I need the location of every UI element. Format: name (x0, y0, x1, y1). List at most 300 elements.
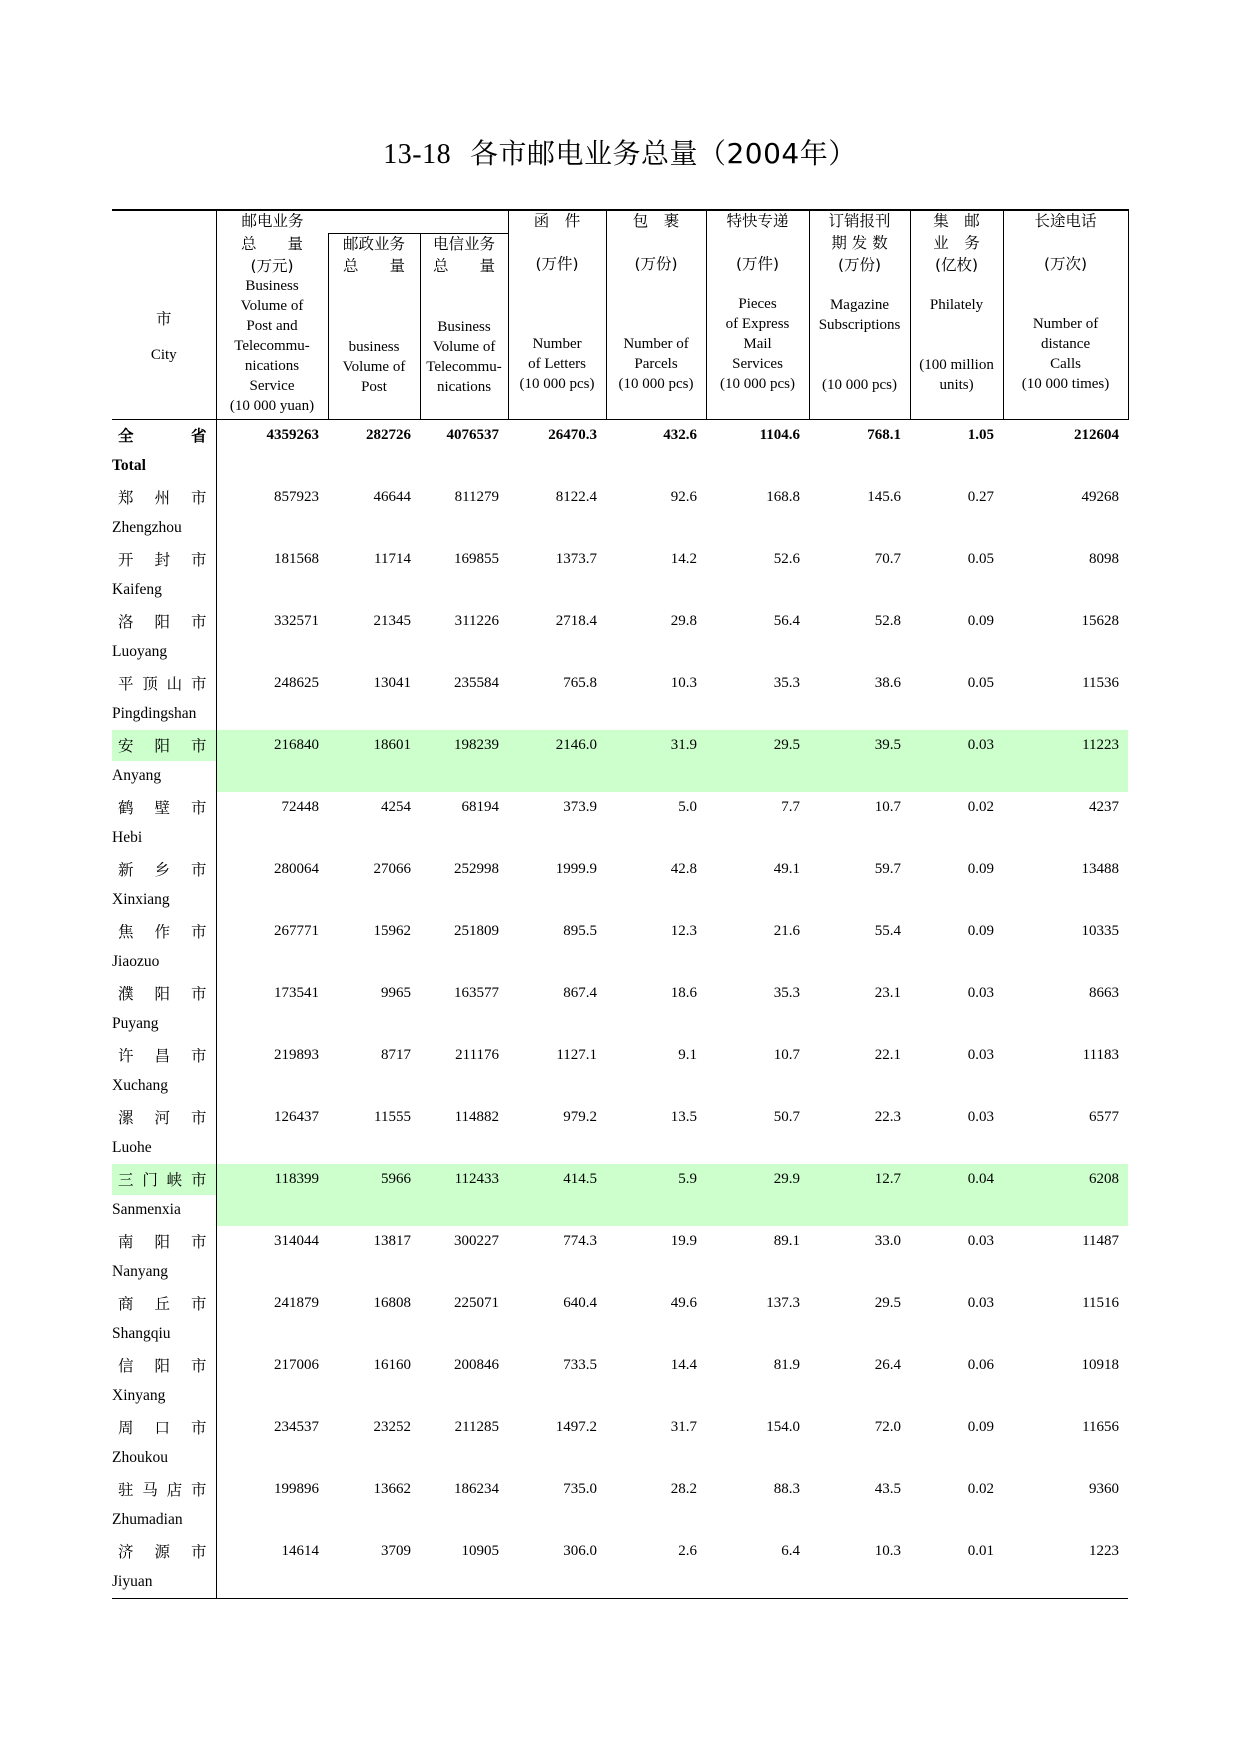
city-cn-char: 平 (118, 675, 134, 693)
table-cell: 70.7 (874, 550, 902, 567)
table-cell: 52.6 (773, 550, 801, 567)
city-cn-char: 丘 (154, 1295, 170, 1313)
table-row (112, 854, 1128, 885)
table-cell: 0.03 (967, 1108, 995, 1125)
city-name-en: Xuchang (112, 1077, 168, 1094)
header-tele-cn2: 总 量 (433, 257, 496, 275)
header-city-cn: 市 (155, 309, 172, 328)
table-row (112, 730, 1128, 761)
table-cell: 31.9 (606, 730, 706, 792)
table-cell: 200846 (454, 1356, 500, 1373)
table-cell: 1127.1 (556, 1046, 598, 1063)
table-cell: 28.2 (670, 1480, 698, 1497)
table-row (112, 792, 1128, 823)
header-express-unit: (万件) (735, 255, 780, 273)
table-cell: 46644 (373, 488, 411, 505)
city-cn-char: 山 (166, 675, 183, 693)
city-name-cn (112, 1102, 216, 1133)
city-cn-char: 市 (190, 1233, 207, 1251)
table-cell: 14614 (216, 1536, 328, 1599)
header-letters-en-line: Number (532, 336, 582, 352)
city-cn-char: 州 (154, 489, 170, 507)
table-cell: 92.6 (670, 488, 698, 505)
city-cn-char: 省 (190, 427, 207, 445)
city-name-en: Hebi (112, 829, 143, 846)
table-cell: 11487 (1082, 1232, 1120, 1249)
city-cn-char: 市 (190, 1419, 207, 1437)
header-letters (508, 210, 606, 419)
city-name-cn (112, 1288, 216, 1319)
header-tele-en-line: nications (436, 379, 492, 395)
city-cn-char: 三 (118, 1171, 134, 1189)
table-cell: 35.3 (773, 674, 801, 691)
header-letters-en-line: of Letters (528, 356, 586, 372)
header-biz-en (217, 276, 328, 416)
header-letters-cn: 函 件 (533, 212, 581, 230)
table-cell: 13817 (373, 1232, 411, 1249)
table-cell: 241879 (216, 1288, 328, 1350)
header-tele-en-line: Telecommu- (426, 359, 502, 375)
table-cell: 26.4 (874, 1356, 902, 1373)
table-cell: 29.5 (874, 1294, 902, 1311)
header-express-cn: 特快专递 (726, 212, 789, 230)
table-cell: 733.5 (563, 1356, 598, 1373)
city-name-cn (112, 668, 216, 699)
city-name-cn (112, 606, 216, 637)
header-post-cn1: 邮政业务 (342, 235, 405, 253)
city-cn-char: 濮 (118, 985, 134, 1003)
city-cn-char: 市 (190, 1543, 207, 1561)
table-row (112, 668, 1128, 699)
city-name-en: Luoyang (112, 643, 168, 660)
header-post (328, 234, 420, 420)
header-calls-en (1004, 314, 1128, 394)
city-cn-char: 阳 (154, 985, 170, 1003)
table-cell: 2718.4 (555, 612, 598, 629)
table-cell: 13662 (373, 1480, 411, 1497)
table-cell: 52.8 (874, 612, 902, 629)
table-cell: 311226 (454, 612, 500, 629)
city-name-en: Xinxiang (112, 891, 170, 908)
table-cell: 154.0 (766, 1418, 801, 1435)
table-cell: 234537 (216, 1412, 328, 1474)
header-express-en-line: Services (732, 356, 783, 372)
table-cell: 0.27 (967, 488, 995, 505)
table-cell: 13.5 (670, 1108, 698, 1125)
header-letters-unit: (万件) (535, 255, 579, 273)
city-name-cn (112, 1474, 216, 1505)
table-cell: 0.02 (967, 1480, 995, 1497)
table-cell: 81.9 (773, 1356, 801, 1373)
table-cell: 857923 (216, 482, 328, 544)
table-cell: 300227 (454, 1232, 500, 1249)
city-cn-char: 市 (190, 1047, 207, 1065)
table-cell: 114882 (454, 1108, 500, 1125)
table-row (112, 606, 1128, 637)
table-cell: 306.0 (508, 1536, 606, 1599)
header-biz-en-line: Service (249, 377, 295, 394)
city-cn-char: 源 (154, 1543, 170, 1561)
table-cell: 89.1 (773, 1232, 801, 1249)
table-cell: 33.0 (874, 1232, 902, 1249)
header-express-en-line: (10 000 pcs) (720, 376, 796, 392)
header-calls-en-line: Number of (1032, 316, 1099, 332)
table-cell: 15962 (373, 922, 411, 939)
city-cn-char: 阳 (154, 737, 170, 755)
city-cn-char: 郑 (118, 489, 134, 507)
table-cell: 199896 (216, 1474, 328, 1536)
header-express-en (707, 294, 809, 394)
city-cn-char: 峡 (166, 1171, 183, 1189)
table-cell: 0.09 (967, 612, 995, 629)
city-cn-char: 许 (118, 1047, 134, 1065)
city-cn-char: 漯 (118, 1109, 134, 1127)
table-cell: 1.05 (967, 426, 995, 443)
city-name-en: Pingdingshan (112, 705, 197, 722)
table-cell: 332571 (216, 606, 328, 668)
table-row (112, 1164, 1128, 1195)
table-cell: 22.3 (874, 1108, 902, 1125)
table-row (112, 482, 1128, 513)
table-cell: 10335 (1081, 922, 1120, 939)
city-cn-char: 河 (154, 1109, 170, 1127)
stats-table (112, 209, 1129, 1599)
table-cell: 8122.4 (555, 488, 598, 505)
city-name-cn (112, 1164, 216, 1195)
header-city (112, 210, 216, 419)
table-cell: 29.5 (706, 730, 809, 792)
table-cell: 248625 (216, 668, 328, 730)
header-post-en-line: Post (361, 379, 387, 395)
table-cell: 217006 (216, 1350, 328, 1412)
table-cell: 8098 (1089, 550, 1120, 567)
table-cell: 640.4 (563, 1294, 598, 1311)
city-cn-char: 店 (166, 1481, 183, 1499)
table-row (112, 1040, 1128, 1071)
city-cn-char: 济 (118, 1543, 134, 1561)
header-tele-en (421, 317, 508, 397)
table-cell: 42.8 (670, 860, 698, 877)
table-cell: 21345 (373, 612, 411, 629)
header-biz-en-line: Volume of (240, 297, 304, 314)
table-cell: 0.05 (967, 674, 995, 691)
table-cell: 29.8 (670, 612, 698, 629)
table-cell: 235584 (454, 674, 500, 691)
city-cn-char: 新 (118, 861, 134, 879)
table-cell: 811279 (454, 488, 500, 505)
table-cell: 118399 (216, 1164, 328, 1226)
header-mag-en-1: Magazine (829, 297, 890, 313)
table-row (112, 1226, 1128, 1257)
table-cell: 55.4 (874, 922, 902, 939)
city-cn-char: 市 (190, 1357, 207, 1375)
city-cn-char: 顶 (142, 675, 158, 693)
header-phil-unit: (亿枚) (934, 256, 979, 274)
city-name-en: Kaifeng (112, 581, 162, 598)
city-cn-char: 阳 (154, 1233, 170, 1251)
table-cell: 0.09 (967, 1418, 995, 1435)
city-cn-char: 市 (190, 923, 207, 941)
table-row (112, 1412, 1128, 1443)
header-calls-en-line: Calls (1050, 356, 1081, 372)
table-cell: 867.4 (563, 984, 598, 1001)
city-cn-char: 市 (190, 985, 207, 1003)
table-cell: 11183 (1082, 1046, 1120, 1063)
table-cell: 1999.9 (555, 860, 598, 877)
table-cell: 9.1 (678, 1046, 698, 1063)
table-cell: 282726 (366, 426, 411, 443)
table-cell: 163577 (454, 984, 500, 1001)
table-cell: 5966 (328, 1164, 420, 1226)
header-biz-unit: (万元) (250, 256, 294, 275)
city-name-cn (112, 1040, 216, 1071)
city-name-cn (112, 544, 216, 575)
table-cell: 13041 (373, 674, 411, 691)
city-cn-char: 驻 (118, 1481, 134, 1499)
table-cell: 49.1 (773, 860, 801, 877)
table-cell: 2146.0 (508, 730, 606, 792)
header-parcels (606, 210, 706, 419)
table-cell: 18601 (328, 730, 420, 792)
table-cell: 4359263 (216, 419, 328, 482)
header-calls (1003, 210, 1128, 419)
header-parcels-en-line: (10 000 pcs) (618, 376, 694, 392)
header-biz-en-line: nications (244, 357, 300, 374)
city-name-en: Puyang (112, 1015, 159, 1032)
table-cell: 1223 (1003, 1536, 1128, 1599)
city-cn-char: 安 (118, 737, 134, 755)
header-parcels-en (607, 334, 706, 394)
table-cell: 225071 (454, 1294, 500, 1311)
table-cell: 181568 (216, 544, 328, 606)
table-row (112, 1350, 1128, 1381)
table-cell: 50.7 (773, 1108, 801, 1125)
table-cell: 0.09 (967, 860, 995, 877)
header-post-cn2: 总 量 (342, 257, 405, 275)
header-mag-en-3: (10 000 pcs) (822, 377, 898, 393)
header-phil-cn1: 集 邮 (933, 212, 980, 230)
table-cell: 29.9 (706, 1164, 809, 1226)
header-biz-en-line: Post and (246, 317, 298, 334)
table-cell: 0.03 (967, 1294, 995, 1311)
table-cell: 432.6 (663, 426, 698, 443)
table-cell: 21.6 (773, 922, 801, 939)
title-text: 各市邮电业务总量（2004年） (469, 137, 857, 170)
city-name-en: Luohe (112, 1139, 152, 1156)
table-cell: 43.5 (874, 1480, 902, 1497)
table-cell: 12.7 (809, 1164, 910, 1226)
table-cell: 9360 (1089, 1480, 1120, 1497)
header-tele (420, 234, 508, 420)
table-cell: 251809 (454, 922, 500, 939)
city-cn-char: 市 (190, 1295, 207, 1313)
table-cell: 16808 (373, 1294, 411, 1311)
table-cell: 11536 (1082, 674, 1120, 691)
table-cell: 23.1 (874, 984, 902, 1001)
header-biz-en-line: Telecommu- (234, 337, 310, 354)
table-cell: 0.01 (910, 1536, 1003, 1599)
header-calls-unit: (万次) (1043, 255, 1088, 273)
city-cn-char: 昌 (154, 1047, 170, 1065)
city-name-en: Xinyang (112, 1387, 166, 1404)
city-cn-char: 乡 (154, 861, 170, 879)
table-cell: 4076537 (446, 426, 500, 443)
table-cell: 6208 (1003, 1164, 1128, 1226)
table-body (112, 419, 1128, 1598)
table-cell: 0.09 (967, 922, 995, 939)
table-row (112, 419, 1128, 451)
table-cell: 2.6 (606, 1536, 706, 1599)
table-cell: 0.03 (967, 984, 995, 1001)
header-mag (809, 210, 910, 419)
table-cell: 72.0 (874, 1418, 902, 1435)
table-cell: 774.3 (563, 1232, 598, 1249)
city-name-cn (112, 1350, 216, 1381)
table-cell: 12.3 (670, 922, 698, 939)
table-cell: 252998 (454, 860, 500, 877)
city-name-en: Jiyuan (112, 1567, 216, 1599)
city-name-cn (112, 1536, 216, 1567)
table-cell: 173541 (216, 978, 328, 1040)
table-cell: 8717 (381, 1046, 411, 1063)
table-row (112, 1102, 1128, 1133)
table-cell: 145.6 (867, 488, 902, 505)
table-cell: 59.7 (874, 860, 902, 877)
table-cell: 895.5 (563, 922, 598, 939)
table-cell: 126437 (216, 1102, 328, 1164)
city-cn-char: 门 (142, 1171, 158, 1189)
table-cell: 10.7 (874, 798, 902, 815)
city-cn-char: 阳 (154, 1357, 170, 1375)
city-cn-char: 信 (118, 1357, 134, 1375)
table-cell: 10.3 (670, 674, 698, 691)
table-cell: 137.3 (766, 1294, 801, 1311)
header-calls-en-line: distance (1040, 336, 1091, 352)
table-cell: 112433 (420, 1164, 508, 1226)
city-cn-char: 市 (190, 551, 207, 569)
title-number: 13-18 (383, 139, 452, 170)
table-cell: 1104.6 (759, 426, 801, 443)
city-cn-char: 市 (190, 613, 207, 631)
city-name-cn (112, 730, 216, 761)
header-mag-cn1: 订销报刊 (828, 212, 891, 230)
table-cell: 0.05 (967, 550, 995, 567)
city-cn-char: 商 (118, 1295, 134, 1313)
table-cell: 72448 (216, 792, 328, 854)
city-cn-char: 市 (190, 1171, 207, 1189)
city-name-en: Zhoukou (112, 1449, 168, 1466)
city-cn-char: 周 (118, 1419, 134, 1437)
table-cell: 22.1 (874, 1046, 902, 1063)
city-cn-char: 市 (190, 489, 207, 507)
city-cn-char: 南 (118, 1233, 134, 1251)
header-express-en-line: of Express (725, 316, 790, 332)
city-cn-char: 全 (118, 427, 134, 445)
table-cell: 68194 (461, 798, 500, 815)
city-name-en: Anyang (112, 767, 162, 784)
table-cell: 9965 (381, 984, 411, 1001)
page-title (0, 132, 1240, 172)
city-name-en: Zhengzhou (112, 519, 182, 536)
table-cell: 10905 (420, 1536, 508, 1599)
table-cell: 0.04 (910, 1164, 1003, 1226)
header-calls-en-line: (10 000 times) (1021, 376, 1110, 392)
table-row (112, 916, 1128, 947)
header-parcels-en-line: Number of (623, 336, 689, 352)
header-mag-unit: (万份) (837, 256, 882, 274)
header-phil-en-2: (100 million (919, 357, 994, 373)
city-name-cn (112, 916, 216, 947)
table-cell: 4254 (381, 798, 411, 815)
table-cell: 11656 (1082, 1418, 1120, 1435)
city-cn-char: 市 (190, 861, 207, 879)
table-cell: 314044 (216, 1226, 328, 1288)
table-cell: 414.5 (508, 1164, 606, 1226)
table-cell: 5.0 (678, 798, 698, 815)
table-cell: 23252 (373, 1418, 411, 1435)
table-cell: 1497.2 (555, 1418, 598, 1435)
table-cell: 88.3 (773, 1480, 801, 1497)
header-parcels-en-line: Parcels (634, 356, 678, 372)
city-name-en: Shangqiu (112, 1325, 171, 1342)
city-cn-char: 壁 (154, 799, 170, 817)
table-cell: 219893 (216, 1040, 328, 1102)
table-cell: 186234 (454, 1480, 500, 1497)
city-name-cn (112, 854, 216, 885)
city-cn-char: 封 (154, 551, 170, 569)
table-cell: 0.03 (967, 1232, 995, 1249)
table-cell: 14.4 (670, 1356, 698, 1373)
table-cell: 169855 (454, 550, 500, 567)
city-name-en: Sanmenxia (112, 1201, 181, 1218)
city-cn-char: 市 (190, 1481, 207, 1499)
city-cn-char: 口 (154, 1419, 170, 1437)
table-cell: 10918 (1081, 1356, 1120, 1373)
table-cell: 735.0 (563, 1480, 598, 1497)
table-cell: 19.9 (670, 1232, 698, 1249)
table-cell: 6.4 (706, 1536, 809, 1599)
table-cell: 16160 (373, 1356, 411, 1373)
header-post-en (329, 337, 420, 397)
table-cell: 18.6 (670, 984, 698, 1001)
table-cell: 212604 (1074, 426, 1120, 443)
city-cn-char: 市 (190, 737, 207, 755)
table-row (112, 544, 1128, 575)
table-cell: 6577 (1089, 1108, 1120, 1125)
table-cell: 3709 (328, 1536, 420, 1599)
header-post-en-line: Volume of (342, 359, 406, 375)
header-biz-en-line: (10 000 yuan) (229, 397, 315, 414)
table-cell: 0.03 (910, 730, 1003, 792)
city-name-en: Zhumadian (112, 1511, 183, 1528)
header-tele-en-line: Business (437, 319, 491, 335)
table-cell: 0.06 (967, 1356, 995, 1373)
city-name-cn (112, 482, 216, 513)
table-cell: 11714 (374, 550, 411, 567)
table-cell: 280064 (216, 854, 328, 916)
city-name-en: Nanyang (112, 1263, 168, 1280)
table-cell: 49268 (1081, 488, 1120, 505)
header-parcels-cn: 包 裹 (632, 212, 680, 230)
city-cn-char: 阳 (154, 613, 170, 631)
table-cell: 0.03 (967, 1046, 995, 1063)
header-phil (910, 210, 1003, 419)
table-cell: 15628 (1081, 612, 1120, 629)
table-cell: 211285 (454, 1418, 500, 1435)
header-express (706, 210, 809, 419)
table-cell: 373.9 (563, 798, 598, 815)
city-cn-char: 市 (190, 799, 207, 817)
